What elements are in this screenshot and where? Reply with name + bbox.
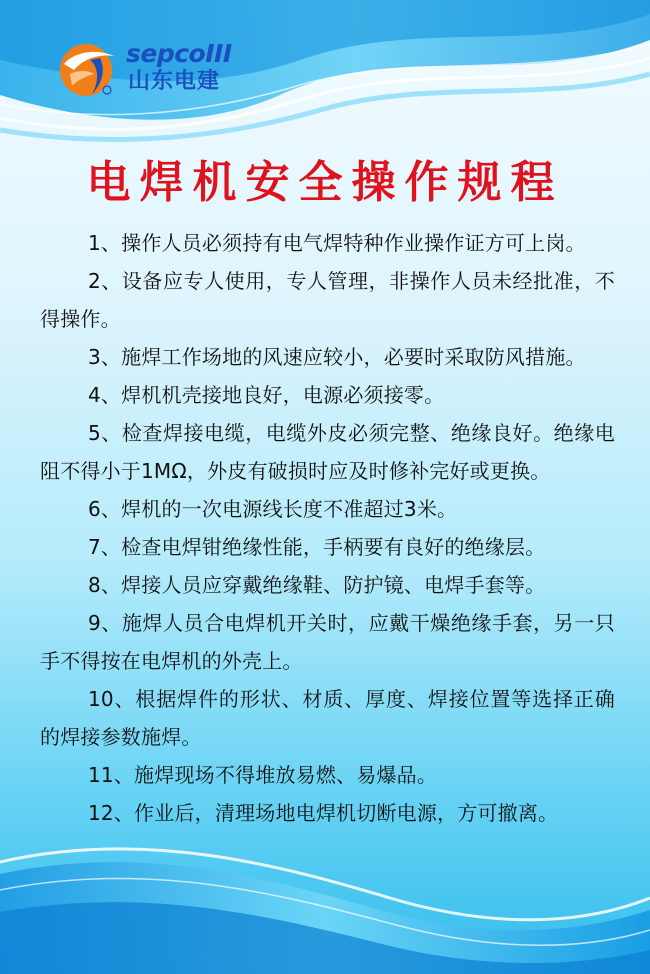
brand-name-english: sepcoIII — [126, 39, 232, 68]
rule-item: 4、焊机机壳接地良好，电源必须接零。 — [88, 383, 445, 407]
rule-item: 1、操作人员必须持有电气焊特种作业操作证方可上岗。 — [88, 231, 586, 255]
rule-item: 2、设备应专人使用，专人管理，非操作人员未经批准，不得操作。 — [40, 269, 615, 331]
rules-list — [40, 224, 615, 832]
company-logo — [56, 40, 246, 98]
page-title: 电焊机安全操作规程 — [86, 157, 564, 208]
rule-item: 11、施焊现场不得堆放易燃、易爆品。 — [88, 763, 438, 787]
rule-item: 9、施焊人员合电焊机开关时，应戴干燥绝缘手套，另一只手不得按在电焊机的外壳上。 — [40, 611, 615, 673]
brand-name-chinese: 山东电建 — [128, 69, 221, 94]
rule-item: 3、施焊工作场地的风速应较小，必要时采取防风措施。 — [88, 345, 586, 369]
rule-item: 5、检查焊接电缆，电缆外皮必须完整、绝缘良好。绝缘电阻不得小于1MΩ，外皮有破损时应及时修补完好或更换。 — [40, 421, 615, 483]
rule-item: 6、焊机的一次电源线长度不准超过3米。 — [88, 497, 458, 521]
rule-item: 7、检查电焊钳绝缘性能，手柄要有良好的绝缘层。 — [88, 535, 546, 559]
rule-item: 8、焊接人员应穿戴绝缘鞋、防护镜、电焊手套等。 — [88, 573, 546, 597]
sepco-logo-icon — [56, 40, 120, 98]
rule-item: 12、作业后，清理场地电焊机切断电源，方可撤离。 — [88, 801, 559, 825]
rule-item: 10、根据焊件的形状、材质、厚度、焊接位置等选择正确的焊接参数施焊。 — [40, 687, 615, 749]
